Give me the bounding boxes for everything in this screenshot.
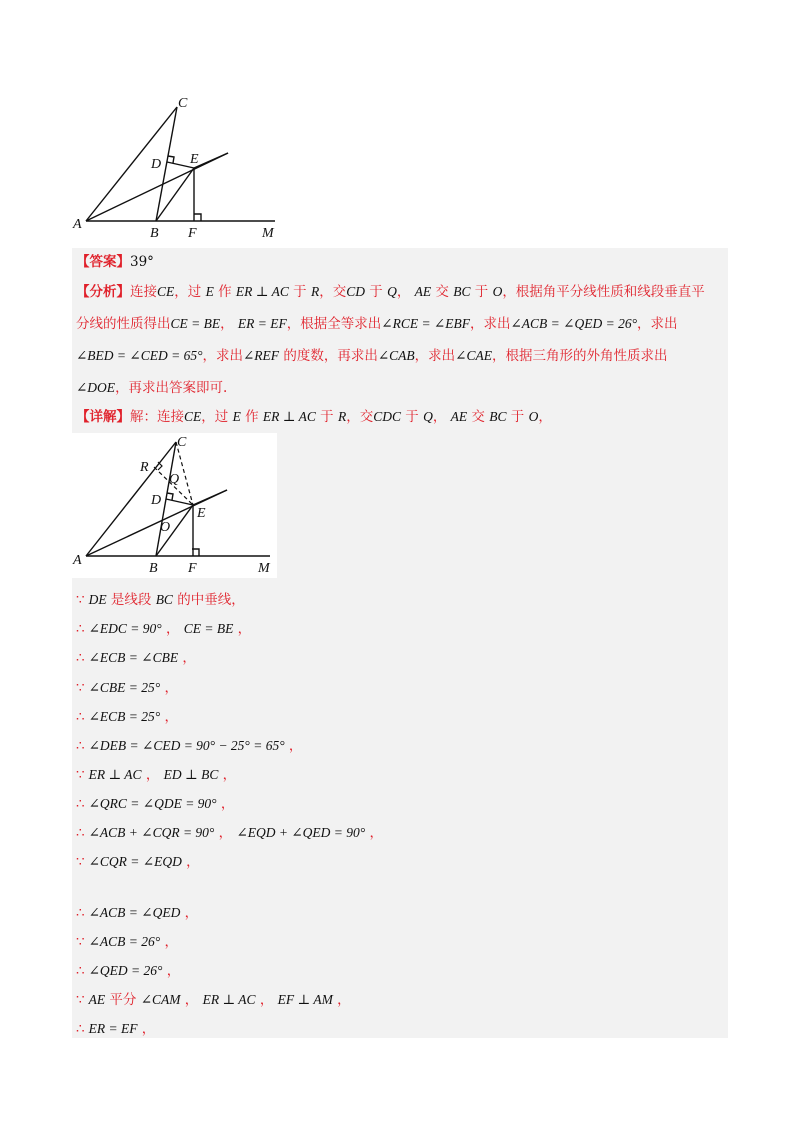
text-segment: 作 <box>240 409 263 425</box>
text-segment: ER ⊥ AC <box>202 992 256 1007</box>
text-segment: 交 <box>431 284 454 300</box>
because-symbol: ∵ <box>76 992 85 1008</box>
text-segment: ∠CBE = 25° <box>88 680 161 695</box>
text-segment: AE <box>450 409 468 424</box>
text-segment: ∠EQD + ∠QED = 90° <box>236 825 366 840</box>
label2-B: B <box>149 561 158 576</box>
text-segment: 分线的性质得出 <box>76 316 171 332</box>
analysis-tag: 【分析】 <box>76 284 130 300</box>
because-symbol: ∵ <box>76 767 85 783</box>
text-segment: ， <box>538 409 552 425</box>
text-segment: ER = EF <box>237 316 287 331</box>
text-segment: ，过 <box>201 409 233 425</box>
text-segment: ， <box>216 796 235 812</box>
text-segment: CD <box>346 284 365 299</box>
text-segment: ，交 <box>319 284 347 300</box>
proof-step <box>76 852 200 872</box>
proof-step <box>76 903 198 923</box>
text-segment: ∠ECB = ∠CBE <box>88 650 179 665</box>
text-segment: BC <box>453 284 471 299</box>
proof-step <box>76 932 178 952</box>
text-segment: ， <box>365 825 383 841</box>
text-segment: ， <box>432 409 451 425</box>
text-segment: 于 <box>470 284 493 300</box>
label-D: D <box>151 157 162 172</box>
text-segment: ， <box>162 963 181 979</box>
text-segment: AE <box>88 992 106 1007</box>
text-segment: ∠CAE <box>455 348 492 363</box>
therefore-symbol: ∴ <box>76 709 85 725</box>
label-E: E <box>190 152 199 167</box>
label-M: M <box>262 226 274 241</box>
answer-tag: 【答案】 <box>76 254 130 270</box>
text-segment: ， <box>218 767 237 783</box>
text-segment: E <box>205 284 214 299</box>
text-segment: 交 <box>467 409 490 425</box>
text-segment: ∠BED = ∠CED = 65° <box>76 348 203 363</box>
therefore-symbol: ∴ <box>76 825 85 841</box>
therefore-symbol: ∴ <box>76 621 85 637</box>
text-segment: C <box>391 409 401 424</box>
text-segment: ，求出 <box>470 316 511 332</box>
text-segment: DE <box>88 592 107 607</box>
label-F: F <box>188 226 197 241</box>
label2-E: E <box>197 506 206 521</box>
because-symbol: ∵ <box>76 934 85 950</box>
text-segment: R <box>337 409 347 424</box>
label2-O: O <box>160 520 171 535</box>
text-segment: ∠ACB + ∠CQR = 90° <box>88 825 215 840</box>
proof-step <box>76 648 196 668</box>
text-segment: ∠ACB = 26° <box>88 934 161 949</box>
proof-step <box>76 1019 155 1039</box>
text-segment: ， <box>178 650 196 666</box>
text-segment: ∠QED = 26° <box>88 963 163 978</box>
text-segment: ， <box>396 284 415 300</box>
analysis-line-3 <box>76 346 667 366</box>
text-segment: O <box>528 409 539 424</box>
text-segment: 作 <box>213 284 236 300</box>
text-segment: BC <box>489 409 507 424</box>
text-segment: ∠RCE = ∠EBF <box>381 316 470 331</box>
text-segment: CE <box>157 284 175 299</box>
text-segment: 是线段 <box>106 592 156 608</box>
text-segment: 于 <box>400 409 424 425</box>
therefore-symbol: ∴ <box>76 905 85 921</box>
proof-step <box>76 765 236 785</box>
proof-step <box>76 990 351 1010</box>
label2-Q: Q <box>169 472 180 487</box>
proof-step <box>76 707 178 727</box>
therefore-symbol: ∴ <box>76 1021 85 1037</box>
text-segment: ∠ECB = 25° <box>88 709 161 724</box>
proof-step <box>76 823 383 843</box>
text-segment: ，求出 <box>202 348 243 364</box>
detail-tag: 【详解】 <box>76 409 130 425</box>
figure-2-diagram <box>72 433 277 578</box>
text-segment: ED ⊥ BC <box>163 767 219 782</box>
detail-intro <box>76 407 552 427</box>
text-segment: ∠CQR = ∠EQD <box>88 854 182 869</box>
text-segment: ， <box>161 621 184 637</box>
label2-D: D <box>151 493 162 508</box>
proof-step <box>76 590 245 610</box>
text-segment: 于 <box>364 284 388 300</box>
text-segment: ∠CAM <box>140 992 181 1007</box>
text-segment: ∠CAB <box>377 348 415 363</box>
text-segment: ， <box>332 992 351 1008</box>
label-C: C <box>178 96 188 111</box>
text-segment: ， <box>141 767 164 783</box>
label-A: A <box>73 217 82 232</box>
text-segment: ，交 <box>346 409 374 425</box>
text-segment: ∠ACB = ∠QED = 26° <box>510 316 637 331</box>
text-segment: ∠DEB = ∠CED = 90° − 25° = 65° <box>88 738 285 753</box>
text-segment: ，过 <box>174 284 206 300</box>
text-segment: CE <box>184 409 202 424</box>
figure-1-diagram <box>70 95 285 245</box>
text-segment: ∠ACB = ∠QED <box>88 905 181 920</box>
text-segment: ， <box>137 1021 156 1037</box>
therefore-symbol: ∴ <box>76 650 85 666</box>
text-segment: ， <box>255 992 278 1008</box>
text-segment: E <box>232 409 241 424</box>
text-segment: ， <box>160 934 178 950</box>
because-symbol: ∵ <box>76 854 85 870</box>
therefore-symbol: ∴ <box>76 796 85 812</box>
text-segment: ，求出 <box>414 348 456 364</box>
text-segment: ， <box>180 992 203 1008</box>
text-segment: ，根据三角形的外角性质求出 <box>491 348 668 364</box>
answer-value: 39° <box>130 254 154 270</box>
text-segment: CE = BE <box>183 621 234 636</box>
proof-step <box>76 619 251 639</box>
analysis-line-2 <box>76 314 677 334</box>
analysis-line-4 <box>76 378 227 398</box>
text-segment: ∠REF <box>242 348 280 363</box>
text-segment: Q <box>423 409 433 424</box>
text-segment: 平分 <box>105 992 141 1008</box>
text-segment: ，求出 <box>636 316 678 332</box>
proof-step <box>76 794 234 814</box>
text-segment: ER ⊥ AC <box>262 409 316 424</box>
because-symbol: ∵ <box>76 592 85 608</box>
text-segment: AE <box>414 284 432 299</box>
text-segment: ∠EDC = 90° <box>88 621 162 636</box>
analysis-line-1 <box>76 282 705 302</box>
text-segment: O <box>492 284 503 299</box>
text-segment: ， <box>160 680 178 696</box>
text-segment: 的中垂线， <box>172 592 245 608</box>
text-segment: ，再求出答案即可. <box>115 380 228 396</box>
proof-step <box>76 736 302 756</box>
text-segment: R <box>310 284 320 299</box>
text-segment: ， <box>233 621 252 637</box>
text-segment: ，根据全等求出 <box>286 316 382 332</box>
text-segment: CE = BE <box>170 316 221 331</box>
text-segment: ， <box>180 905 199 921</box>
text-segment: CD <box>373 409 392 424</box>
text-segment: 的度数，再求出 <box>279 348 378 364</box>
because-symbol: ∵ <box>76 680 85 696</box>
text-segment: 于 <box>315 409 338 425</box>
label2-F: F <box>188 561 197 576</box>
label-B: B <box>150 226 159 241</box>
therefore-symbol: ∴ <box>76 963 85 979</box>
text-segment: BC <box>155 592 173 607</box>
text-segment: ，根据角平分线性质和线段垂直平 <box>502 284 705 300</box>
text-segment: 连接 <box>130 284 157 300</box>
text-segment: ， <box>160 709 178 725</box>
text-segment: ER = EF <box>88 1021 138 1036</box>
text-segment: 于 <box>288 284 311 300</box>
text-segment: ER ⊥ AC <box>88 767 142 782</box>
text-segment: ∠QRC = ∠QDE = 90° <box>88 796 217 811</box>
label2-C: C <box>177 435 187 450</box>
text-segment: ， <box>214 825 237 841</box>
therefore-symbol: ∴ <box>76 738 85 754</box>
text-segment: ER ⊥ AC <box>235 284 289 299</box>
text-segment: ∠DOE <box>76 380 116 395</box>
text-segment: Q <box>387 284 397 299</box>
answer-line <box>76 252 154 272</box>
text-segment: ， <box>220 316 238 332</box>
label2-R: R <box>140 460 149 475</box>
label2-A: A <box>73 553 82 568</box>
proof-step <box>76 961 180 981</box>
label2-M: M <box>258 561 270 576</box>
text-segment: 于 <box>506 409 529 425</box>
text-segment: 解：连接 <box>130 409 184 425</box>
proof-step <box>76 678 178 698</box>
text-segment: ， <box>284 738 303 754</box>
text-segment: EF ⊥ AM <box>277 992 333 1007</box>
text-segment: ， <box>181 854 200 870</box>
